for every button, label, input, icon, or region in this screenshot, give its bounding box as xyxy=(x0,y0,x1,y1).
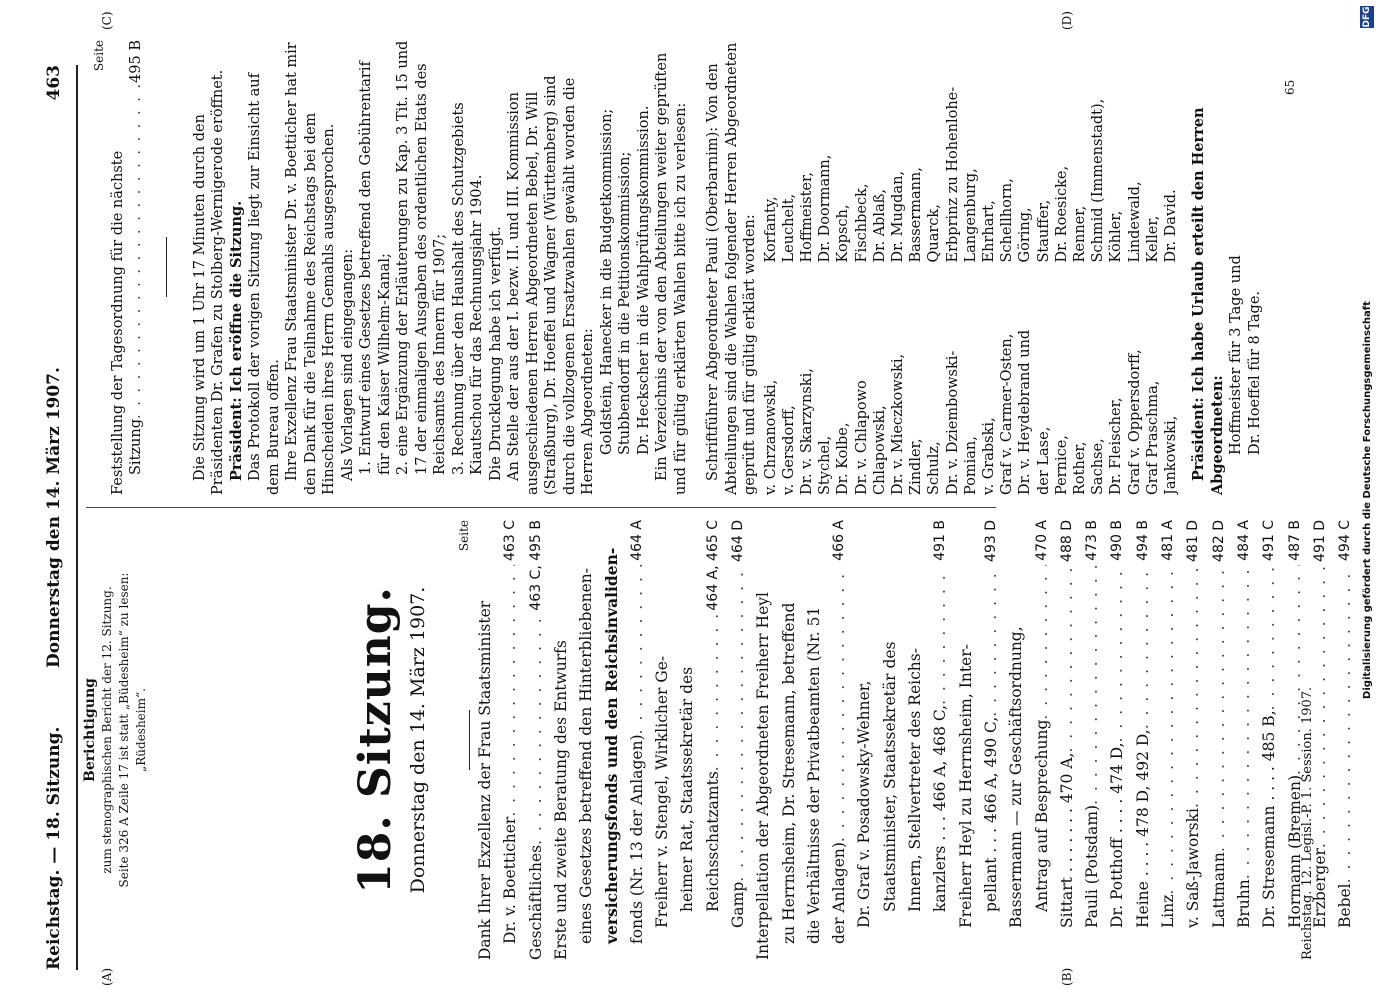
member-name: Dr. Mugdan, xyxy=(889,170,906,263)
toc-entry-page: 463 C, 495 B xyxy=(527,520,544,611)
leader-dots xyxy=(1232,565,1257,880)
member-name: Jankowski, xyxy=(1162,415,1179,495)
leader-dots xyxy=(1156,565,1181,895)
member-name: Stychel, xyxy=(817,435,834,495)
member-name: der Lase, xyxy=(1035,426,1052,495)
leader-dots xyxy=(127,83,146,419)
toc-entry-text: Erzberger xyxy=(1310,848,1329,928)
toc-entry-page: 484 A xyxy=(1235,520,1252,561)
toc-entry xyxy=(1105,520,1130,960)
toc-entry xyxy=(625,520,650,960)
toc-entry xyxy=(1131,520,1156,960)
member-name: Göring, xyxy=(1017,207,1034,263)
toc-entry-page: 494 B xyxy=(1134,520,1151,561)
toc-entry xyxy=(1055,520,1080,960)
footer: Reichstag. 12. Legisl.-P. 1. Session. 1907. xyxy=(1300,686,1315,960)
member-name: Köhler, xyxy=(1108,210,1125,263)
member-name: v. Grabski, xyxy=(980,417,997,495)
toc-entry-text: Dr. Graf v. Posadowsky-Wehner, xyxy=(855,680,874,928)
toc-entry-page: 473 B xyxy=(1084,520,1101,561)
toc-entry xyxy=(701,520,726,960)
session-title-block xyxy=(350,540,470,940)
paragraph-ersatzwahlen: An Stelle der aus der I. bezw. II. und III. Kommission ausgeschiedenen Herren Abgeordneten Bebel, Dr. Will (Straßburg), Dr. Hoeffel und Wagner (Württemberg) sind durch die vollzogenen Ersatzwahlen gewählt worden die Herren Abgeordneten: xyxy=(506,75,596,495)
margin-marker-c: (C) xyxy=(100,11,114,30)
toc-entry-text: versicherungsfonds und den Reichsinvaliden- xyxy=(602,547,622,944)
toc-entry-text: Erste und zweite Beratung des Entwurfs xyxy=(551,640,570,960)
header-left: Reichstag. — 18. Sitzung. xyxy=(44,726,64,970)
toc-entry-text: v. Saß-Jaworski xyxy=(1184,808,1203,928)
toc-entry-text: fonds (Nr. 13 der Anlagen) xyxy=(627,734,646,944)
member-name: v. Gersdorff, xyxy=(780,405,797,495)
toc-entry-text: Sittart . . . . . . . 470 A, xyxy=(1057,752,1076,928)
leader-dots xyxy=(1030,565,1055,720)
toc-lines xyxy=(473,520,1358,960)
leader-dots xyxy=(625,565,650,735)
toc-entry-text: Hormann (Bremen) xyxy=(1285,774,1304,928)
wahl-item: Stubbendorff in die Petitionskommission; xyxy=(617,151,633,455)
paragraph-schriftfuehrer: Schriftführer Abgeordneter Pauli (Oberbarnim): Von den Abteilungen sind die Wahlen folgender Herren Abgeordneten geprüft und für gültig erklärt worden: xyxy=(705,42,758,495)
toc-entry xyxy=(751,520,776,960)
toc-entry-text: Freiherr v. Stengel, Wirklicher Ge- xyxy=(653,655,672,928)
toc-entry-text: Antrag auf Besprechung xyxy=(1032,719,1051,912)
toc-entry xyxy=(726,520,751,960)
leader-dots xyxy=(701,615,726,772)
toc-entry xyxy=(549,520,574,960)
toc-entry xyxy=(599,520,624,960)
toc-entry xyxy=(928,520,953,960)
toc-entry-text: Freiherr Heyl zu Herrnsheim, Inter- xyxy=(956,644,975,928)
member-name: Leuchelt, xyxy=(780,193,797,263)
toc-entry-text: kanzlers . . . 466 A, 468 C, xyxy=(931,704,950,912)
member-name: Korfanty, xyxy=(762,196,779,263)
toc-entry xyxy=(827,520,852,960)
toc-entry-page: 494 C xyxy=(1337,520,1354,561)
toc-entry-page: 464 A, 465 C xyxy=(704,520,721,611)
session-date: Donnerstag den 14. März 1907. xyxy=(407,586,429,894)
paragraph-urlaub: Präsident: Ich habe Urlaub erteilt den Herren Abgeordneten: xyxy=(1190,107,1226,495)
member-name: Ehrhart, xyxy=(980,200,997,263)
member-name: Stauffer, xyxy=(1035,199,1052,263)
toc-entry-text: Lattmann xyxy=(1209,852,1228,928)
member-name: Schmid (Immenstadt), xyxy=(1090,98,1107,263)
leader-dots xyxy=(1257,565,1282,710)
paragraph-dank: Ihre Exzellenz Frau Staatsminister Dr. v. Boetticher hat mir den Dank für die Teilnahme des Reichstags bei dem Hinscheiden ihres Herrn Gemahls ausgesprochen. xyxy=(284,42,337,495)
toc-entry xyxy=(675,520,700,960)
toc-entry-page: 482 D xyxy=(1210,520,1227,562)
toc-entry-page: 464 D xyxy=(729,520,746,562)
toc-entry xyxy=(1181,520,1206,960)
session-title: 18. Sitzung. xyxy=(350,586,401,894)
toc-entry-text: Bebel xyxy=(1336,883,1355,928)
toc-entry-text: eines Gesetzes betreffend den Hinterbliebenen- xyxy=(577,568,596,944)
toc-entry xyxy=(979,520,1004,960)
member-name: Dr. v. Chlapowo xyxy=(853,380,870,495)
toc-entry xyxy=(852,520,877,960)
toc-entry-page: 491 B xyxy=(932,520,949,561)
toc-entry-text: Interpellation der Abgeordneten Freiherr Heyl xyxy=(754,592,773,960)
member-name: Langenburg, xyxy=(962,168,979,263)
toc-entry-text: Gamp xyxy=(728,881,747,928)
toc-entry xyxy=(802,520,827,960)
leader-dots xyxy=(1131,565,1156,730)
member-name: Chlapowski, xyxy=(871,405,888,495)
member-name: Fischbeck, xyxy=(853,183,870,263)
toc-entry xyxy=(473,520,498,960)
toc-entry-page: 491 C xyxy=(1261,520,1278,561)
wahl-item: Dr. Heckscher in die Wahlprüfungskommission. xyxy=(635,105,652,455)
toc-entry xyxy=(878,520,903,960)
toc-entry xyxy=(1030,520,1055,960)
toc-entry-text: Staatsminister, Staatssekretär des xyxy=(880,641,899,912)
leader-dots xyxy=(726,566,751,882)
toc-entry-text: Dr. Stresemann . . . . 485 B, xyxy=(1260,710,1279,928)
toc-entry-text: Linz xyxy=(1159,894,1178,928)
vorlage-item: 3. Rechnung über den Haushalt des Schutzgebiets Kiautschou für das Rechnungsjahr 1904. xyxy=(450,102,485,475)
digitization-note: Digitalisierung gefördert durch die Deutsche Forschungsgemeinschaft xyxy=(1362,301,1373,699)
member-name: Lindewald, xyxy=(1126,181,1143,263)
paragraph-drucklegung: Die Drucklegung habe ich verfügt. xyxy=(487,226,504,481)
member-name: Dr. Kolbe, xyxy=(835,422,852,495)
dfg-logo: DFG xyxy=(1362,6,1372,28)
toc-entry-text: heimer Rat, Staatssekretär des xyxy=(678,666,697,912)
toc-entry xyxy=(1232,520,1257,960)
paragraph-vorlagen: Als Vorlagen sind eingegangen: xyxy=(339,248,356,481)
member-name: Bassermann, xyxy=(908,167,925,263)
toc-entry-text: Dank Ihrer Exzellenz der Frau Staatsminister xyxy=(476,600,494,960)
member-name: Dr. Fleischer, xyxy=(1108,397,1125,495)
toc-entry-text: Heine . . . . 478 D, 492 D, xyxy=(1133,729,1152,928)
toc-entry-text: Bassermann — zur Geschäftsordnung, xyxy=(1007,626,1026,928)
toc-entry-page: 464 A xyxy=(628,520,645,561)
member-name: Dr. v. Heydebrand und xyxy=(1017,329,1034,495)
name-list xyxy=(762,40,1181,495)
toc-entry-text: Innern, Stellvertreter des Reichs- xyxy=(906,648,925,912)
margin-marker-a: (A) xyxy=(100,967,114,986)
member-name: Dr. v. Dziembowski- xyxy=(944,350,961,495)
toc-entry-text: Geschäftliches xyxy=(526,844,545,960)
member-name: v. Chrzanowski, xyxy=(762,379,779,495)
member-name: Pomian, xyxy=(962,436,979,495)
leader-dots xyxy=(524,615,549,845)
toc-entry-page: 493 D xyxy=(982,520,999,562)
table-of-contents xyxy=(455,520,1358,960)
vorlage-item: 2. eine Ergänzung der Erläuterungen zu Kap. 3 Tit. 15 und 17 der einmaligen Ausgaben des ordentlichen Etats des Reichsamts des Innern für 1907; xyxy=(395,40,448,475)
toc-entry xyxy=(574,520,599,960)
column-divider xyxy=(86,507,996,508)
paragraph-verzeichnis: Ein Verzeichnis der von den Abteilungen weiter geprüften und für gültig erklärten Wahlen bitte ich zu verlesen: xyxy=(654,52,689,495)
toc-entry-page: 490 B xyxy=(1109,520,1126,561)
toc-entry-page: 466 A xyxy=(831,520,848,561)
header-rule xyxy=(76,65,78,970)
member-name: Dr. Roesicke, xyxy=(1053,165,1070,263)
tagesordnung-page: 495 B xyxy=(128,40,144,83)
leader-dots xyxy=(498,565,523,817)
member-name: Zindler, xyxy=(908,438,925,495)
leader-dots xyxy=(1181,566,1206,808)
berichtigung-line: Seite 326 A Zeile 17 ist statt „Büdesheim“ zu lesen: „Rüdesheim“. xyxy=(117,572,148,888)
berichtigung-notice xyxy=(82,550,150,910)
tagesordnung-label: Sitzung xyxy=(128,419,144,475)
toc-entry-text: zu Herrnsheim, Dr. Stresemann, betreffend xyxy=(779,602,798,944)
toc-entry-text: pellant . . . 466 A, 490 C, xyxy=(981,716,1000,912)
bottom-page-number: 65 xyxy=(1283,79,1297,95)
berichtigung-line: zum stenographischen Bericht der 12. Sitzung. xyxy=(100,586,114,874)
margin-marker-b: (B) xyxy=(1060,967,1074,986)
toc-entry-page: 487 B xyxy=(1286,520,1303,561)
member-name: Graf v. Carmer-Osten, xyxy=(999,333,1016,495)
tagesordnung-line-2 xyxy=(127,40,146,495)
member-name: Schellhorn, xyxy=(999,178,1016,263)
toc-entry-page: 491 D xyxy=(1311,520,1328,562)
toc-entry xyxy=(524,520,549,960)
toc-entry xyxy=(903,520,928,960)
toc-entry xyxy=(650,520,675,960)
urlaub-item: Hoffmeister für 3 Tage und xyxy=(1228,255,1245,455)
margin-marker-d: (D) xyxy=(1060,11,1074,30)
member-name: Dr. v. Mieczkowski, xyxy=(889,353,906,495)
berichtigung-title: Berichtigung xyxy=(82,678,98,782)
running-header xyxy=(44,65,74,970)
member-name: Rother, xyxy=(1071,441,1088,495)
toc-entry xyxy=(1333,520,1358,960)
member-name: Dr. Ablaß, xyxy=(871,188,888,263)
right-seite-label: Seite xyxy=(92,40,106,72)
toc-entry-page: 481 A xyxy=(1160,520,1177,561)
toc-entry-text: Dr. Potthoff . . . . 474 D, xyxy=(1108,742,1127,928)
leader-dots xyxy=(979,566,1004,717)
paragraph-president: Präsident: Ich eröffne die Sitzung. xyxy=(227,200,245,481)
toc-entry xyxy=(1004,520,1029,960)
toc-entry-page: 470 A xyxy=(1033,520,1050,561)
member-name: Schulz, xyxy=(926,441,943,495)
tagesordnung-line-1: Feststellung der Tagesordnung für die nächste xyxy=(109,150,126,495)
toc-entry-text: Reichsschatzamts xyxy=(703,771,722,912)
member-name: Pernice, xyxy=(1053,435,1070,495)
toc-entry xyxy=(1080,520,1105,960)
leader-dots xyxy=(1333,565,1358,883)
leader-dots xyxy=(1080,565,1105,805)
toc-entry-text: Pauli (Potsdam) xyxy=(1083,804,1102,928)
toc-entry xyxy=(1207,520,1232,960)
member-name: Graf Praschma, xyxy=(1144,380,1161,495)
member-name: Hoffmeister, xyxy=(798,172,815,263)
paragraph-protokoll: Das Protokoll der vorigen Sitzung liegt zur Einsicht auf dem Bureau offen. xyxy=(247,73,282,495)
toc-entry-page: 463 C xyxy=(502,520,519,561)
toc-entry xyxy=(954,520,979,960)
member-name: Keller, xyxy=(1144,215,1161,263)
toc-entry xyxy=(1156,520,1181,960)
toc-entry-text: der Anlagen) xyxy=(830,842,849,944)
member-name: Dr. Doormann, xyxy=(817,154,834,263)
paragraph-opening: Die Sitzung wird um 1 Uhr 17 Minuten durch den Präsidenten Dr. Grafen zu Stolberg-Wernigerode eröffnet. xyxy=(191,69,226,495)
toc-entry-page: 481 D xyxy=(1185,520,1202,562)
wahl-item: Goldstein, Hanecker in die Budgetkommission; xyxy=(598,108,615,455)
member-name: Quarck, xyxy=(926,204,943,263)
vorlage-item: 1. Entwurf eines Gesetzes betreffend den Gebührentarif für den Kaiser Wilhelm-Kanal; xyxy=(358,61,393,475)
member-name: Dr. v. Skarzynski, xyxy=(798,368,815,495)
toc-entry-page: 488 D xyxy=(1058,520,1075,562)
member-name: Kopsch, xyxy=(835,204,852,263)
toc-entry xyxy=(777,520,802,960)
leader-dots xyxy=(928,565,953,705)
section-separator xyxy=(166,238,167,298)
header-page-number: 463 xyxy=(44,65,64,101)
header-center: Donnerstag den 14. März 1907. xyxy=(44,367,64,668)
toc-entry xyxy=(498,520,523,960)
toc-seite-label: Seite xyxy=(457,520,471,552)
toc-entry-text: Dr. v. Boetticher xyxy=(501,816,520,944)
toc-entry-text: Bruhn xyxy=(1234,879,1253,928)
leader-dots xyxy=(1055,566,1080,753)
member-name: Sachse, xyxy=(1090,438,1107,495)
member-name: Graf v. Oppersdorff, xyxy=(1126,349,1143,495)
leader-dots xyxy=(827,565,852,842)
member-name: Renner, xyxy=(1071,205,1088,263)
member-name: Erbprinz zu Hohenlohe- xyxy=(944,86,961,263)
leader-dots xyxy=(1207,566,1232,852)
toc-entry xyxy=(1257,520,1282,960)
toc-entry-text: die Verhältnisse der Privatbeamten (Nr. 51 xyxy=(804,606,823,944)
leader-dots xyxy=(1105,565,1130,743)
urlaub-item: Dr. Hoeffel für 8 Tage. xyxy=(1246,290,1263,455)
member-name: Dr. David. xyxy=(1162,189,1179,263)
right-column xyxy=(90,40,1264,495)
